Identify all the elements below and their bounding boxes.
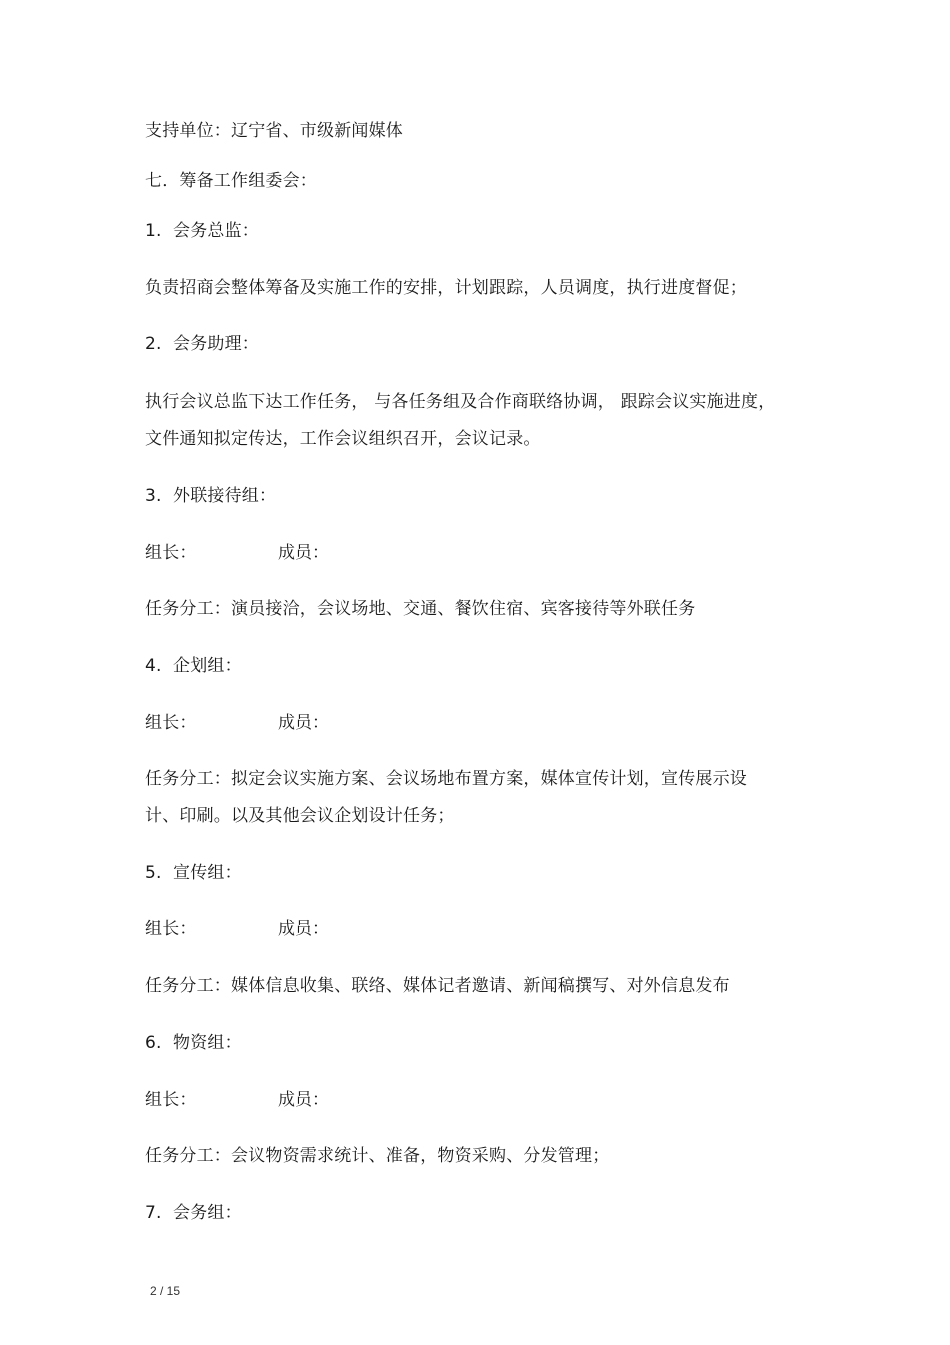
group-number: 3. [145,486,162,506]
group-3-leader-label: 组长： [145,543,197,563]
group-4-task-line-2: 计、印刷。以及其他会议企划设计任务； [145,806,455,826]
group-heading-1 [145,220,259,242]
group-6-members-label: 成员： [278,1090,329,1110]
group-4-task-line-1: 任务分工：拟定会议实施方案、会议场地布置方案，媒体宣传计划，宣传展示设 [145,769,747,789]
group-heading-4 [145,655,242,677]
group-6-leader-label: 组长： [145,1090,197,1110]
group-title: 会务总监： [173,221,259,241]
group-number: 5. [145,863,162,883]
group-heading-5 [145,862,242,884]
group-heading-3 [145,485,276,507]
support-units-line: 支持单位：辽宁省、市级新闻媒体 [145,121,403,141]
group-5-leader-label: 组长： [145,919,197,939]
group-number: 1. [145,221,162,241]
group-2-description-line-2: 文件通知拟定传达，工作会议组织召开，会议记录。 [145,429,541,449]
group-5-task: 任务分工：媒体信息收集、联络、媒体记者邀请、新闻稿撰写、对外信息发布 [145,976,730,996]
group-4-members-label: 成员： [278,713,329,733]
group-title: 会务助理： [173,334,259,354]
group-title: 宣传组： [173,863,242,883]
group-heading-7 [145,1202,242,1224]
group-title: 外联接待组： [173,486,277,506]
group-title: 物资组： [173,1033,242,1053]
group-number: 6. [145,1033,162,1053]
group-4-leader-label: 组长： [145,713,197,733]
group-number: 7. [145,1203,162,1223]
group-5-members-label: 成员： [278,919,329,939]
group-3-task: 任务分工：演员接洽，会议场地、交通、餐饮住宿、宾客接待等外联任务 [145,599,696,619]
group-number: 4. [145,656,162,676]
group-1-description: 负责招商会整体筹备及实施工作的安排，计划跟踪，人员调度，执行进度督促； [145,278,747,298]
group-number: 2. [145,334,162,354]
group-heading-6 [145,1032,242,1054]
group-title: 会务组： [173,1203,242,1223]
group-6-task: 任务分工：会议物资需求统计、准备，物资采购、分发管理； [145,1146,610,1166]
section-seven-heading: 七．筹备工作组委会： [145,171,317,191]
page-number: 2 / 15 [150,1284,181,1298]
group-3-members-label: 成员： [278,543,329,563]
group-title: 企划组： [173,656,242,676]
group-2-description-line-1: 执行会议总监下达工作任务， 与各任务组及合作商联络协调， 跟踪会议实施进度， [145,392,776,412]
group-heading-2 [145,333,259,355]
